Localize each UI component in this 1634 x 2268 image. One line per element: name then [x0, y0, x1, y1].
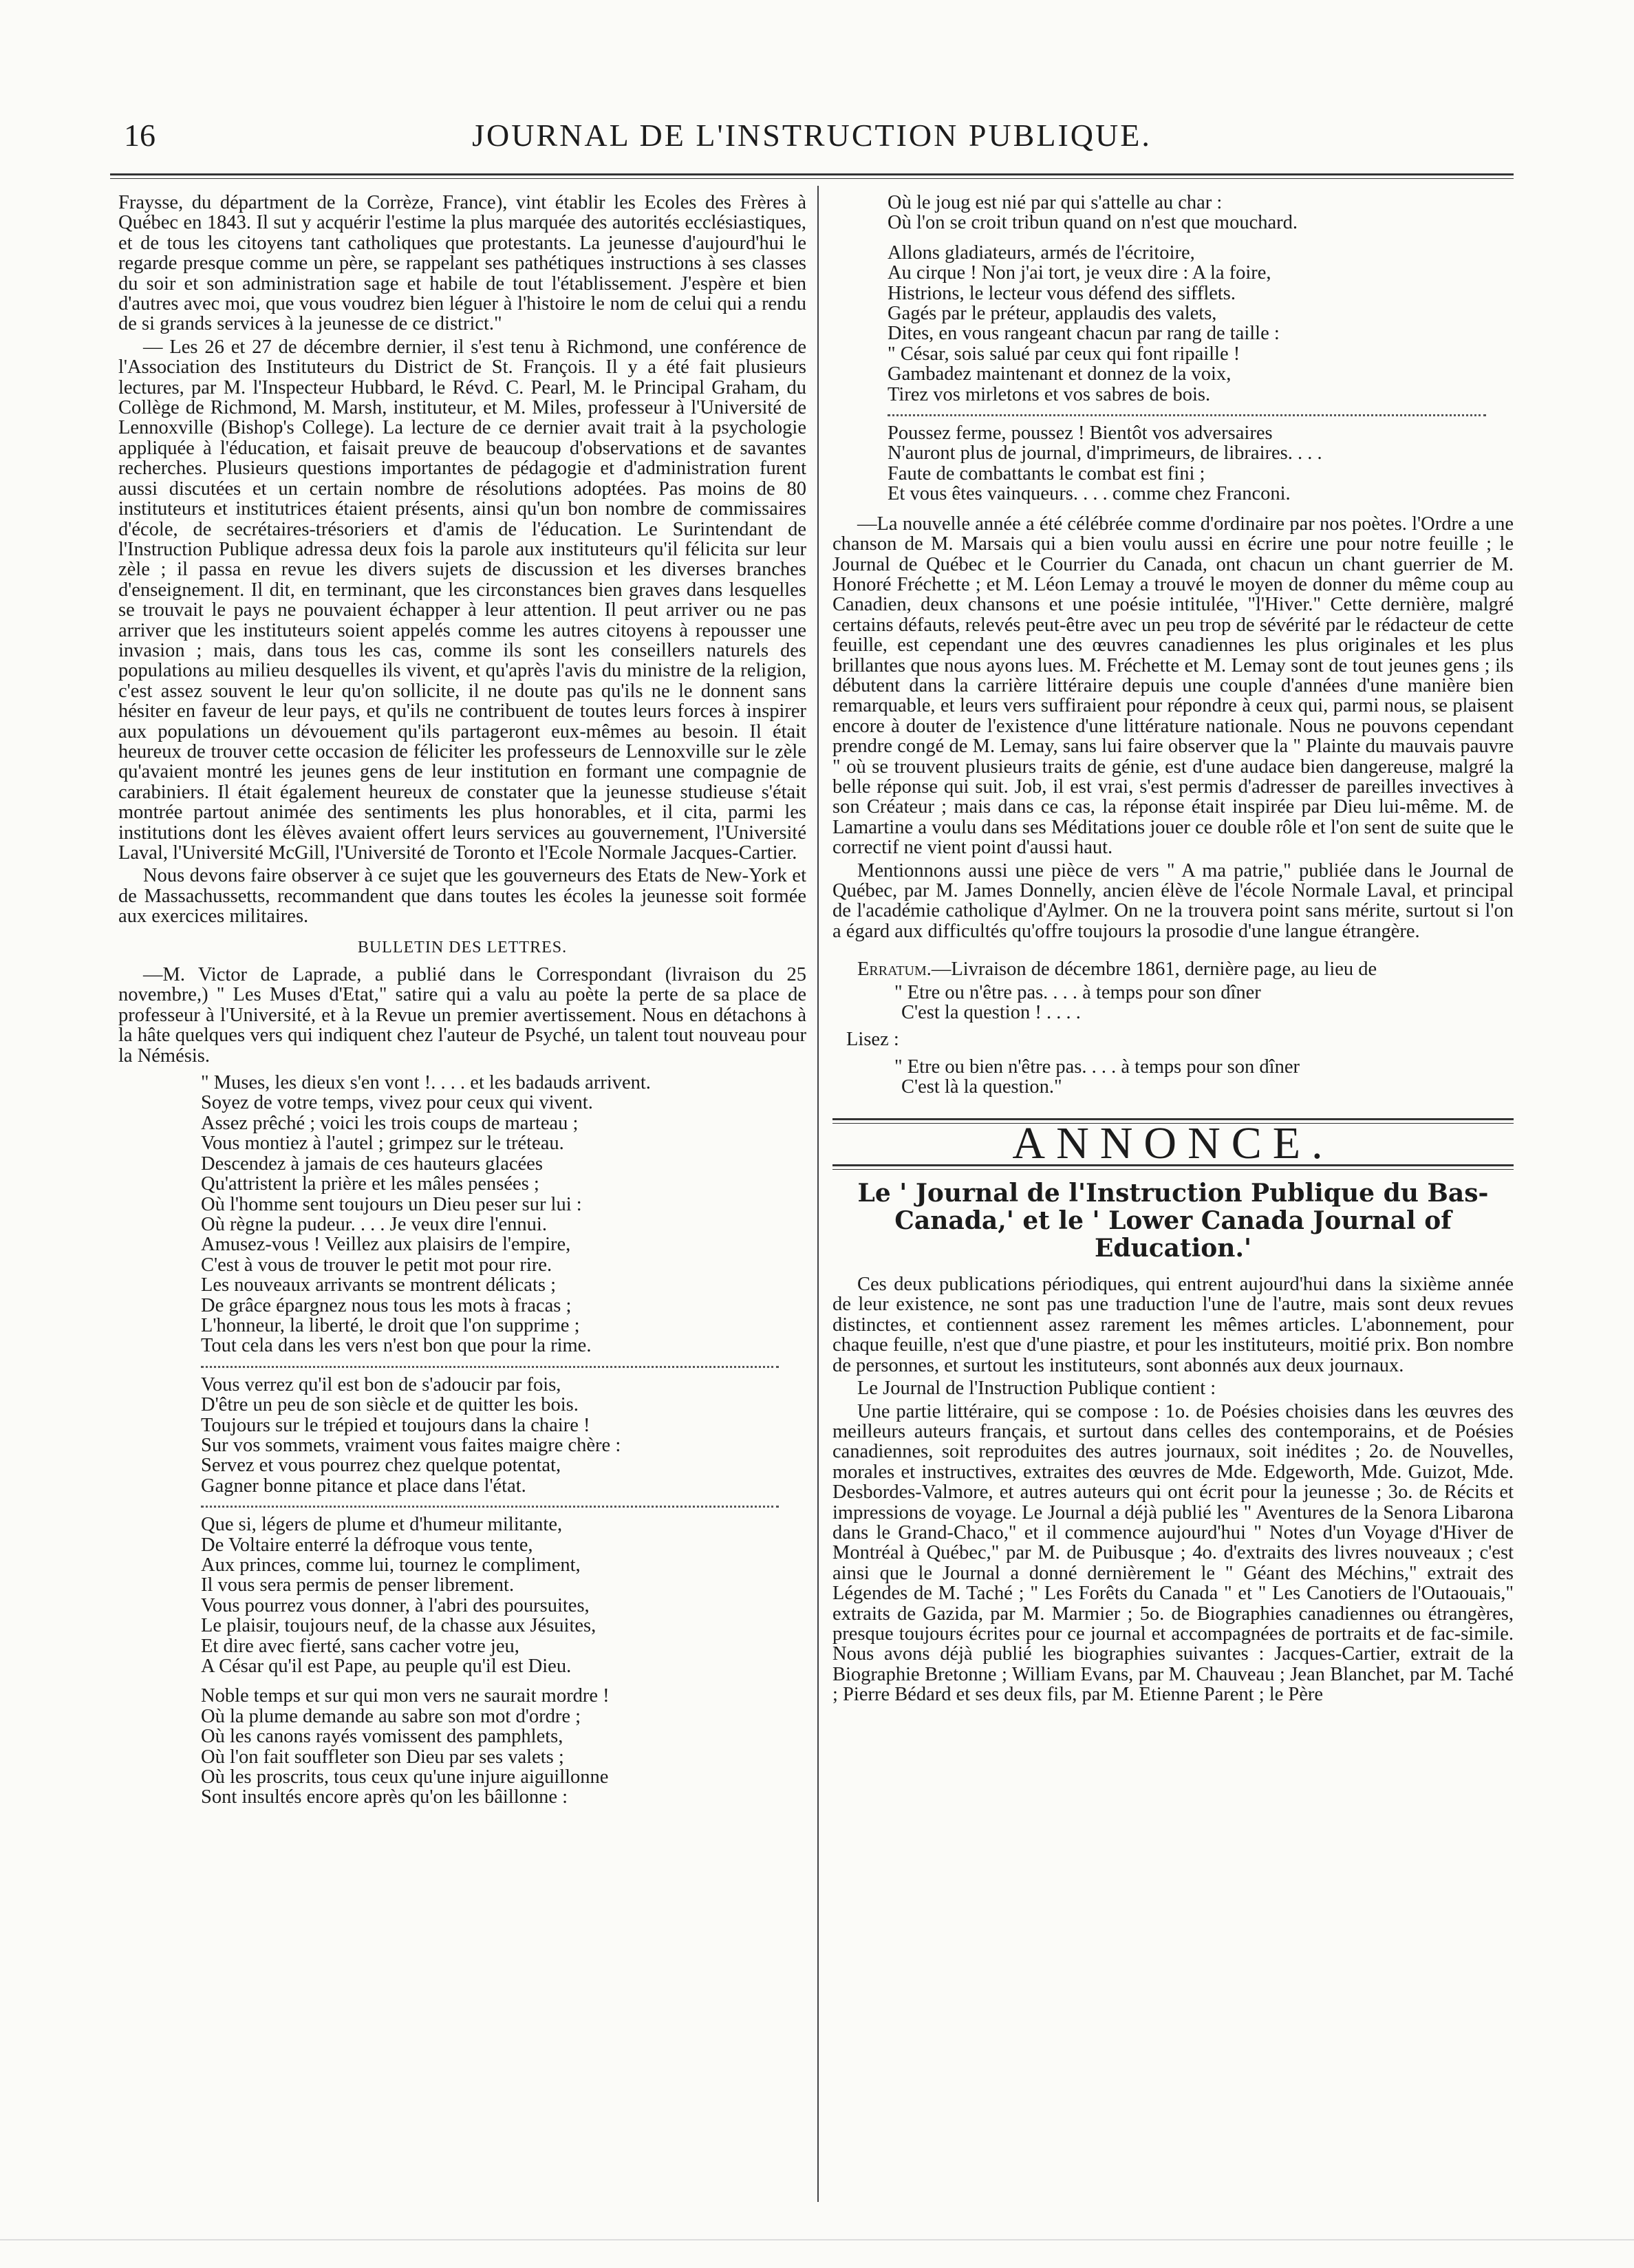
poem-line: Où les canons rayés vomissent des pamphlets, — [201, 1726, 563, 1748]
poem-line: Qu'attristent la prière et les mâles pensées ; — [201, 1173, 539, 1195]
erratum-quote-old — [832, 983, 1514, 1023]
stanza-1 — [201, 1073, 806, 1356]
poem-line: Où l'homme sent toujours un Dieu peser sur lui : — [201, 1193, 582, 1215]
poem-line: L'honneur, la liberté, le droit que l'on supprime ; — [201, 1314, 580, 1336]
right-paragraph-8: Le Journal de l'Instruction Publique contient : — [857, 1378, 1216, 1400]
stanza-3 — [201, 1515, 806, 1676]
poem-line: Les nouveaux arrivants se montrent délicats ; — [201, 1274, 557, 1296]
poem-line: Au cirque ! Non j'ai tort, je veux dire : A la foire, — [888, 262, 1271, 284]
poem-line: Où l'on se croit tribun quand on n'est que mouchard. — [888, 212, 1298, 234]
poem-line: Faute de combattants le combat est fini ; — [888, 462, 1205, 484]
poem-line: Que si, légers de plume et d'humeur militante, — [201, 1514, 563, 1536]
left-paragraph-3: Nous devons faire observer à ce sujet que les gouverneurs des Etats de New-York et de Massachussetts, recommandent que dans toutes les écoles la jeunesse soit formée aux exercices militaires. — [118, 865, 806, 928]
journal-title: JOURNAL DE L'INSTRUCTION PUBLIQUE. — [472, 118, 1152, 153]
poem-line: A César qu'il est Pape, au peuple qu'il est Dieu. — [201, 1656, 572, 1678]
dotted-separator — [201, 1366, 779, 1368]
bulletin-heading: BULLETIN DES LETTRES. — [357, 938, 568, 956]
lisez-label: Lisez : — [846, 1029, 899, 1051]
annonce-heading: ANNONCE. — [1012, 1117, 1334, 1168]
left-paragraph-1: Frayssе, du départment de la Corrèze, France), vint établir les Ecoles des Frères à Québec en 1843. Il sut y acquérir l'estime la plus marquée des autorités ecclésiastiques, et de tous les citoyens tant catholiques que protestants. La jeunesse d'aujourd'hui le regarde presque comme un père, se rappelant ses pathétiques instructions à ses classes du soir et son administration sage et habile de tout l'établissement. J'espère et bien d'autres avec moi, que vous voudrez bien léguer à l'histoire le nom de celui qui a rendu de si grands services à la jeunesse de ce district." — [118, 192, 806, 335]
dotted-separator — [201, 1506, 779, 1508]
poem-line: Où règne la pudeur. . . . Je veux dire l'ennui. — [201, 1213, 547, 1235]
poem-line: Gagner bonne pitance et place dans l'état. — [201, 1475, 526, 1497]
poem-line: Le plaisir, toujours neuf, de la chasse aux Jésuites, — [201, 1615, 596, 1637]
left-paragraph-4: —M. Victor de Laprade, a publié dans le Correspondant (livraison du 25 novembre,) " Les Muses d'Etat," satire qui a valu au poète la perte de sa place de professeur à l'Université, et à la Revue un premier avertissement. Nous en détachons à la hâte quelques vers qui indiquent chez l'auteur de Psyché, un talent tout nouveau pour la Némésis. — [118, 964, 806, 1067]
left-column — [118, 193, 806, 1817]
poem-line: Où les proscrits, tous ceux qu'une injure aiguillonne — [201, 1766, 609, 1788]
poem-line: Tirez vos mirletons et vos sabres de bois. — [888, 383, 1211, 405]
poem-line: N'auront plus de journal, d'imprimeurs, de libraires. . . . — [888, 442, 1322, 464]
poem-line: Assez prêché ; voici les trois coups de marteau ; — [201, 1112, 579, 1134]
poem-line: Il vous sera permis de penser librement. — [201, 1574, 515, 1596]
poem-line: Histrions, le lecteur vous défend des sifflets. — [888, 282, 1236, 304]
dotted-separator — [888, 414, 1486, 416]
poem-line: Vous montiez à l'autel ; grimpez sur le tréteau. — [201, 1133, 564, 1155]
erratum-label: Erratum. — [857, 959, 932, 981]
poem-line: Gagés par le préteur, applaudis des valets, — [888, 303, 1217, 325]
right-paragraph-6: Mentionnons aussi une pièce de vers " A ma patrie," publiée dans le Journal de Québec, par M. James Donnelly, ancien élève de l'école Normale Laval, et principal de l'académie catholique d'Aylmer. On ne la trouvera point sans mérite, surtout si l'on a égard aux difficultés qu'offre toujours la prosodie d'une langue étrangère. — [832, 859, 1514, 942]
poem-line: Sur vos sommets, vraiment vous faites maigre chère : — [201, 1434, 621, 1456]
poem-line: Toujours sur le trépied et toujours dans la chaire ! — [201, 1414, 590, 1436]
poem-line: " César, sois salué par ceux qui font ripaille ! — [888, 343, 1240, 365]
column-divider — [817, 186, 819, 2202]
stanza-5 — [888, 193, 1514, 233]
right-column — [832, 193, 1514, 1708]
poem-line: Sont insultés encore après qu'on les bâillonne : — [201, 1786, 568, 1808]
page-number: 16 — [124, 118, 155, 153]
poem-line: Où le joug est nié par qui s'attelle au char : — [888, 192, 1223, 213]
page-header — [110, 117, 1514, 165]
poem-line: Et vous êtes vainqueurs. . . . comme chez Franconi. — [888, 483, 1291, 505]
poem-line: Noble temps et sur qui mon vers ne saurait mordre ! — [201, 1685, 610, 1707]
poem-left — [118, 1073, 806, 1808]
poem-line: Où l'on fait souffleter son Dieu par ses valets ; — [201, 1746, 564, 1768]
poem-line: Gambadez maintenant et donnez de la voix, — [888, 363, 1232, 385]
poem-line: Soyez de votre temps, vivez pour ceux qui vivent. — [201, 1092, 593, 1114]
stanza-6 — [888, 243, 1514, 405]
announcement-title: Le ' Journal de l'Instruction Publique du Bas-Canada,' et le ' Lower Canada Journal of Education.' — [857, 1179, 1489, 1263]
erratum-text: —Livraison de décembre 1861, dernière page, au lieu de — [931, 959, 1377, 981]
quote-line: C'est la question ! . . . . — [901, 1002, 1081, 1024]
erratum-quote-new — [832, 1057, 1514, 1098]
poem-line: Vous pourrez vous donner, à l'abri des poursuites, — [201, 1594, 590, 1616]
poem-line: Amusez-vous ! Veillez aux plaisirs de l'empire, — [201, 1234, 571, 1256]
poem-line: Et dire avec fierté, sans cacher votre jeu, — [201, 1635, 519, 1657]
poem-line: Aux princes, comme lui, tournez le compliment, — [201, 1554, 581, 1576]
poem-line: D'être un peu de son siècle et de quitter les bois. — [201, 1394, 579, 1416]
right-paragraph-5: —La nouvelle année a été célébrée comme d'ordinaire par nos poètes. l'Ordre a une chanson de M. Marsais qui a bien voulu aussi en écrire une pour notre feuille ; le Journal de Québec et le Courrier du Canada, ont chacun un chant guerrier de M. Honoré Fréchette ; et M. Léon Lemay a trouvé le moyen de donner du même coup au Canadien, deux chansons et une poésie intitulée, "l'Hiver." Cette dernière, malgré certains défauts, relevés peut-être avec un peu trop de sévérité par le rédacteur de cette feuille, est cependant une des œuvres canadiennes les plus originales et les plus brillantes que nous ayons lues. M. Fréchette et M. Lemay sont de tout jeunes gens ; ils débutent dans la carrière littéraire depuis une couple d'années d'une manière bien remarquable, et leurs vers suffiraient pour répondre à ceux qui, parmi nous, se plaisent encore à douter de l'existence d'une littérature nationale. Nous ne pouvons cependant prendre congé de M. Lemay, sans lui faire observer que la " Plainte du mauvais pauvre " où se trouvent plusieurs traits de génie, est d'une audace bien dangereuse, malgré la belle réponse qui suit. Job, il est vrai, s'est permis d'adresser de pareilles invectives à son Créateur ; mais dans ce cas, la réponse était inspirée par Dieu lui-même. M. de Lamartine a voulu dans ses Méditations jouer ce double rôle et l'on sent de suite que le correctif ne vient point d'aussi haut. — [832, 513, 1514, 859]
poem-line: Tout cela dans les vers n'est bon que pour la rime. — [201, 1335, 592, 1357]
poem-line: " Muses, les dieux s'en vont !. . . . et les badauds arrivent. — [201, 1072, 651, 1094]
poem-line: Descendez à jamais de ces hauteurs glacées — [201, 1153, 543, 1175]
poem-line: Allons gladiateurs, armés de l'écritoire, — [888, 242, 1195, 264]
right-paragraph-9: Une partie littéraire, qui se compose : 1o. de Poésies choisies dans les œuvres des meilleurs auteurs français, et surtout dans celles des contemporains, et de Poésies canadiennes, soit reproduites des autres journaux, soit inédites ; 2o. de Nouvelles, morales et instructives, extraites des œuvres de Mde. Edgeworth, Mde. Guizot, Mde. Desbordes-Valmore, et autres auteurs qui ont écrit pour la jeunesse ; 3o. de Récits et impressions de voyage. Le Journal a déjà publié les " Aventures de la Senora Libarona dans le Grand-Chaco," et il commence aujourd'hui " Notes d'un Voyage d'Hiver de Montréal à Québec," par M. de Puibusque ; 4o. d'extraits des livres nouveaux ; c'est ainsi que le Journal a donné dernièrement le " Géant des Méchins," extrait des Légendes de M. Taché ; " Les Forêts du Canada " et " Les Canotiers de l'Outaouais," extraits de Gazida, par M. Marmier ; 5o. de Biographies canadiennes ou étrangères, presque toujours écrites pour ce journal et accompagnées de portraits et de fac-simile. Nous avons déjà publié les biographies suivantes : Jacques-Cartier, extrait de la Biographie Bretonne ; William Evans, par M. Chauveau ; Jean Blanchet, par M. Taché ; Pierre Bédard et ses deux fils, par M. Etienne Parent ; le Père — [832, 1400, 1514, 1706]
stanza-7 — [888, 423, 1514, 504]
stanza-4 — [201, 1686, 806, 1807]
quote-line: " Etre ou bien n'être pas. . . . à temps pour son dîner — [894, 1056, 1300, 1078]
poem-right — [832, 193, 1514, 504]
poem-line: C'est à vous de trouver le petit mot pour rire. — [201, 1254, 552, 1276]
header-rule — [110, 173, 1514, 179]
poem-line: Où la plume demande au sabre son mot d'ordre ; — [201, 1705, 581, 1727]
poem-line: Dites, en vous rangeant chacun par rang de taille : — [888, 323, 1280, 345]
poem-line: De grâce épargnez nous tous les mots à fracas ; — [201, 1294, 572, 1316]
left-paragraph-2: — Les 26 et 27 de décembre dernier, il s'est tenu à Richmond, une conférence de l'Association des Instituteurs du District de St. François. Il y a été fait plusieurs lectures, par M. l'Inspecteur Hubbard, le Révd. C. Pearl, M. le Principal Graham, du Collège de Richmond, M. Marsh, instituteur, et M. Miles, professeur à l'Université de Lennoxville (Bishop's College). La lecture de ce dernier avait trait à la psychologie appliquée à l'éducation, et faisait preuve de beaucoup d'observations et de savantes recherches. Plusieurs questions importantes de pédagogie et d'administration furent aussi discutées et un certain nombre de résolutions adoptées. Pas moins de 80 instituteurs et institutrices étaient présents, ainsi qu'un bon nombre de commissaires d'école, de secrétaires-trésoriers et d'amis de l'éducation. Le Surintendant de l'Instruction Publique adressa deux fois la parole aux instituteurs qu'il félicita sur leur zèle ; il passa en revue les divers sujets de discussion et les diverses branches d'enseignement. Il dit, en terminant, que les circonstances bien graves dans lesquelles se trouvait le pays ne pouvaient échapper à leur attention. Il peut arriver ou ne pas arriver que les instituteurs soient appelés comme les autres citoyens à repousser une invasion ; mais, dans tous les cas, comme ils sont les conseillers naturels des populations au milieu desquelles ils vivent, et qu'après l'avis du ministre de la religion, c'est assez souvent le leur qu'on sollicite, il ne doute pas qu'ils ne le donnent sans hésiter en faveur de leur pays, et qu'ils ne contribuent de toutes leurs forces à inspirer aux populations un dévouement qu'ils partageront eux-mêmes au besoin. Il était heureux de trouver cette occasion de féliciter les professeurs de Lennoxville sur le zèle qu'avaient montré les jeunes gens de leur institution en formant une compagnie de carabiniers. Il était également heureux de constater que la jeunesse studieuse s'était montrée partout animée des sentiments les plus honorables, et il cita, parmi les institutions dont les élèves avaient offert leurs services au gouvernement, l'Université Laval, l'Université McGill, l'Université de Toronto et l'Ecole Normale Jacques-Cartier. — [118, 336, 806, 864]
erratum-block — [832, 959, 1514, 1097]
poem-line: Vous verrez qu'il est bon de s'adoucir par fois, — [201, 1373, 561, 1395]
quote-line: C'est là la question." — [901, 1076, 1062, 1098]
right-paragraph-7: Ces deux publications périodiques, qui entrent aujourd'hui dans la sixième année de leur existence, ne sont pas une traduction l'une de l'autre, mais sont deux revues distinctes, et contiennent assez rarement les mêmes articles. L'abonnement, pour chaque feuille, n'est que d'une piastre, et pour les instituteurs, moitié prix. Bon nombre de personnes, et surtout les instituteurs, sont abonnés aux deux journaux. — [832, 1274, 1514, 1376]
poem-line: Poussez ferme, poussez ! Bientôt vos adversaires — [888, 422, 1273, 445]
poem-line: Servez et vous pourrez chez quelque potentat, — [201, 1455, 561, 1477]
poem-line: De Voltaire enterré la défroque vous tente, — [201, 1534, 533, 1556]
stanza-2 — [201, 1375, 806, 1496]
quote-line: " Etre ou n'être pas. . . . à temps pour son dîner — [894, 981, 1261, 1003]
page-bottom-edge — [0, 2239, 1634, 2240]
